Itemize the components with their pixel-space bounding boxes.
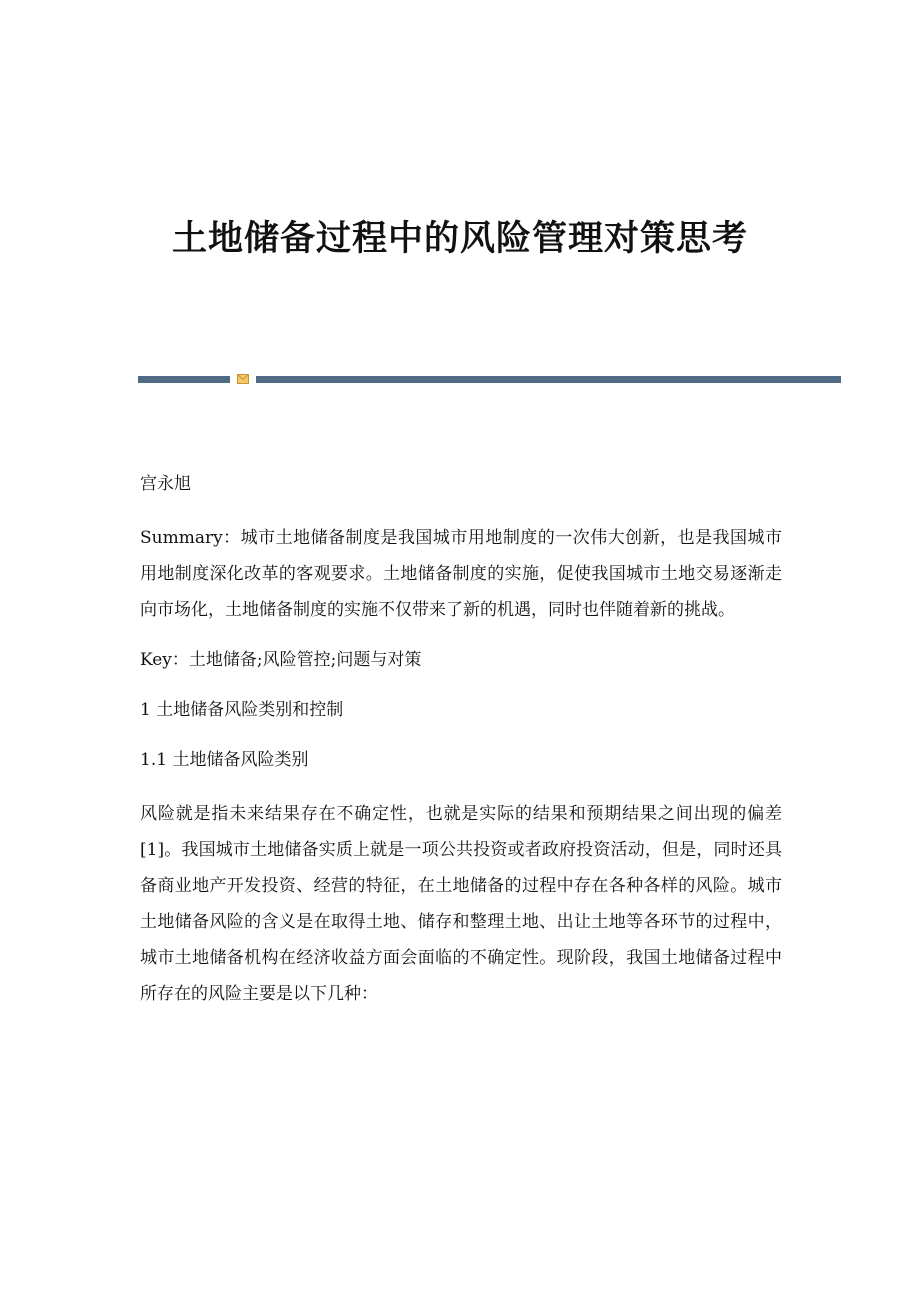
summary-paragraph: Summary：城市土地储备制度是我国城市用地制度的一次伟大创新，也是我国城市用地制度深化改革的客观要求。土地储备制度的实施，促使我国城市土地交易逐渐走向市场化，土地储备制度的实施不仅带来了新的机遇，同时也伴随着新的挑战。 bbox=[140, 528, 782, 620]
keywords-line: Key：土地储备;风险管控;问题与对策 bbox=[140, 650, 422, 670]
divider-bar-right bbox=[256, 376, 841, 383]
divider-bar-left bbox=[138, 376, 230, 383]
section-heading: 1 土地储备风险类别和控制 bbox=[140, 700, 344, 720]
subsection-heading: 1.1 土地储备风险类别 bbox=[140, 750, 309, 770]
body-paragraph: 风险就是指未来结果存在不确定性，也就是实际的结果和预期结果之间出现的偏差[1]。我国城市土地储备实质上就是一项公共投资或者政府投资活动，但是，同时还具备商业地产开发投资、经营的特征，在土地储备的过程中存在各种各样的风险。城市土地储备风险的含义是在取得土地、储存和整理土地、出让土地等各环节的过程中，城市土地储备机构在经济收益方面会面临的不确定性。现阶段，我国土地储备过程中所存在的风险主要是以下几种： bbox=[140, 804, 782, 1004]
document-title: 土地储备过程中的风险管理对策思考 bbox=[171, 219, 748, 259]
author-name: 宫永旭 bbox=[140, 474, 191, 494]
envelope-ornament-icon bbox=[237, 373, 249, 385]
document-body bbox=[140, 470, 782, 1030]
title-divider bbox=[138, 372, 841, 386]
